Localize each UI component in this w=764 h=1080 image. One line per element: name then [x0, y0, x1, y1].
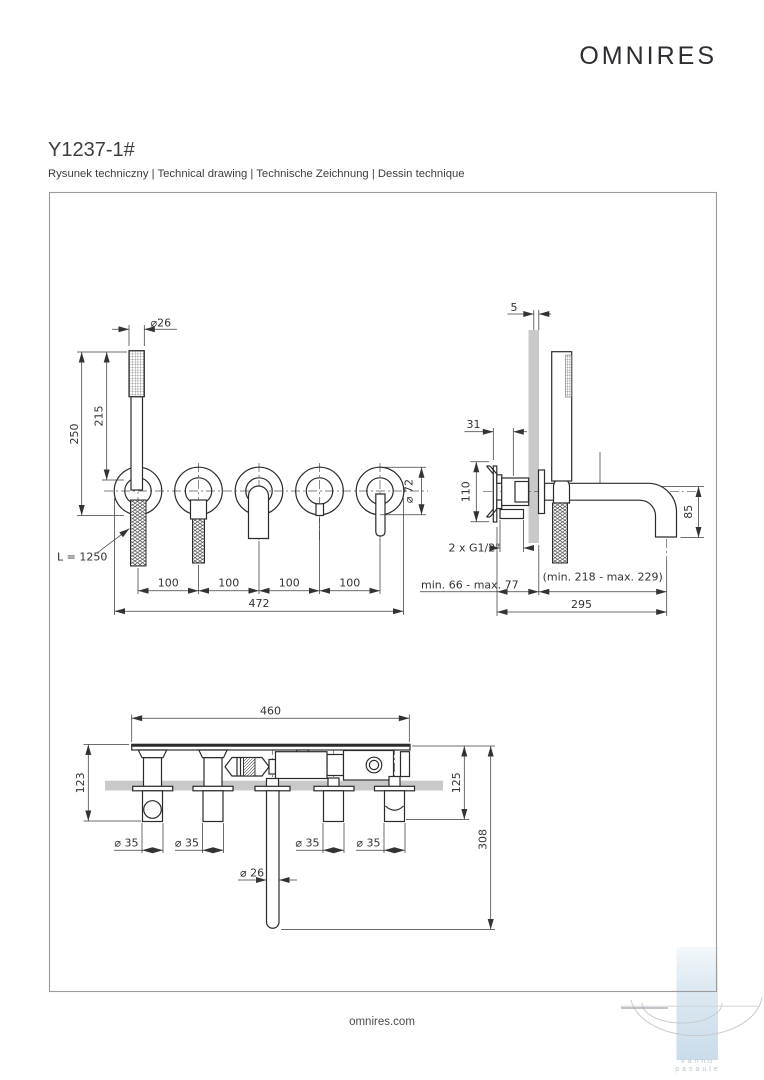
dim-rosette-d2: ⌀ 35	[174, 836, 199, 850]
dim-mounting-depth: min. 66 - max. 77	[421, 578, 519, 592]
dim-total-height: 250	[67, 423, 81, 445]
hose-connector	[191, 500, 207, 519]
wall-section	[529, 330, 540, 543]
dim-valve-depth: 31	[466, 418, 481, 431]
dim-handshower-diameter: ⌀26	[150, 316, 172, 330]
watermark-line-2: pasaule	[675, 1066, 721, 1073]
diverter-knob	[316, 504, 324, 516]
dim-spacing-3: 100	[278, 576, 300, 590]
shower-hose	[131, 500, 147, 566]
dim-rosette-d4: ⌀ 35	[356, 836, 381, 850]
front-view	[57, 317, 428, 616]
dim-rosette-d3: ⌀ 35	[295, 836, 320, 850]
watermark-bar	[677, 947, 719, 1060]
dim-left-depth: 123	[74, 772, 88, 794]
shower-holder	[554, 479, 570, 503]
dim-plate-width: 460	[260, 704, 281, 718]
dim-spout-reach: (min. 218 - max. 229)	[542, 570, 663, 584]
hose-2	[193, 519, 205, 563]
brand-logo: OMNIRES	[579, 42, 717, 70]
hose-side	[553, 503, 568, 563]
dim-total-width: 472	[248, 597, 270, 610]
cartridge-block-top	[344, 751, 394, 781]
hand-shower-front	[129, 351, 144, 490]
dim-spout-height: 85	[681, 504, 695, 519]
watermark-line-1: vannu	[680, 1058, 716, 1065]
hand-shower-side	[552, 352, 572, 481]
spout-top	[267, 791, 280, 928]
dim-right-depth: 125	[449, 772, 463, 794]
dim-spout-depth: 308	[476, 829, 490, 850]
footer-website: omnires.com	[349, 1016, 415, 1028]
product-code: Y1237-1#	[48, 139, 135, 161]
dim-spout-diameter: ⌀ 26	[240, 866, 265, 880]
dim-rosette-d1: ⌀ 35	[114, 836, 139, 850]
watermark-text	[668, 1058, 728, 1074]
spout-front	[249, 486, 269, 538]
dim-spacing-2: 100	[218, 576, 240, 590]
dim-rosette-thickness: 5	[510, 301, 518, 314]
dim-spacing-4: 100	[339, 576, 361, 590]
dim-rosette-diameter: ⌀ 72	[402, 478, 416, 504]
dim-valve-height: 110	[459, 481, 473, 503]
valve-body-side	[497, 475, 529, 519]
dim-connections: 2 x G1/2"	[448, 541, 501, 555]
dim-hose-length: L = 1250	[57, 550, 108, 564]
document-subtitle: Rysunek techniczny | Technical drawing | Technische Zeichnung | Dessin technique	[48, 168, 465, 180]
mounting-bracket	[487, 466, 497, 522]
side-view	[420, 301, 704, 616]
dim-handshower-height: 215	[92, 405, 106, 427]
rosette-side	[539, 470, 545, 514]
dim-spacing-1: 100	[157, 576, 179, 590]
valve-block-top	[276, 752, 328, 779]
top-view	[74, 705, 495, 930]
dim-total-depth: 295	[571, 598, 592, 611]
